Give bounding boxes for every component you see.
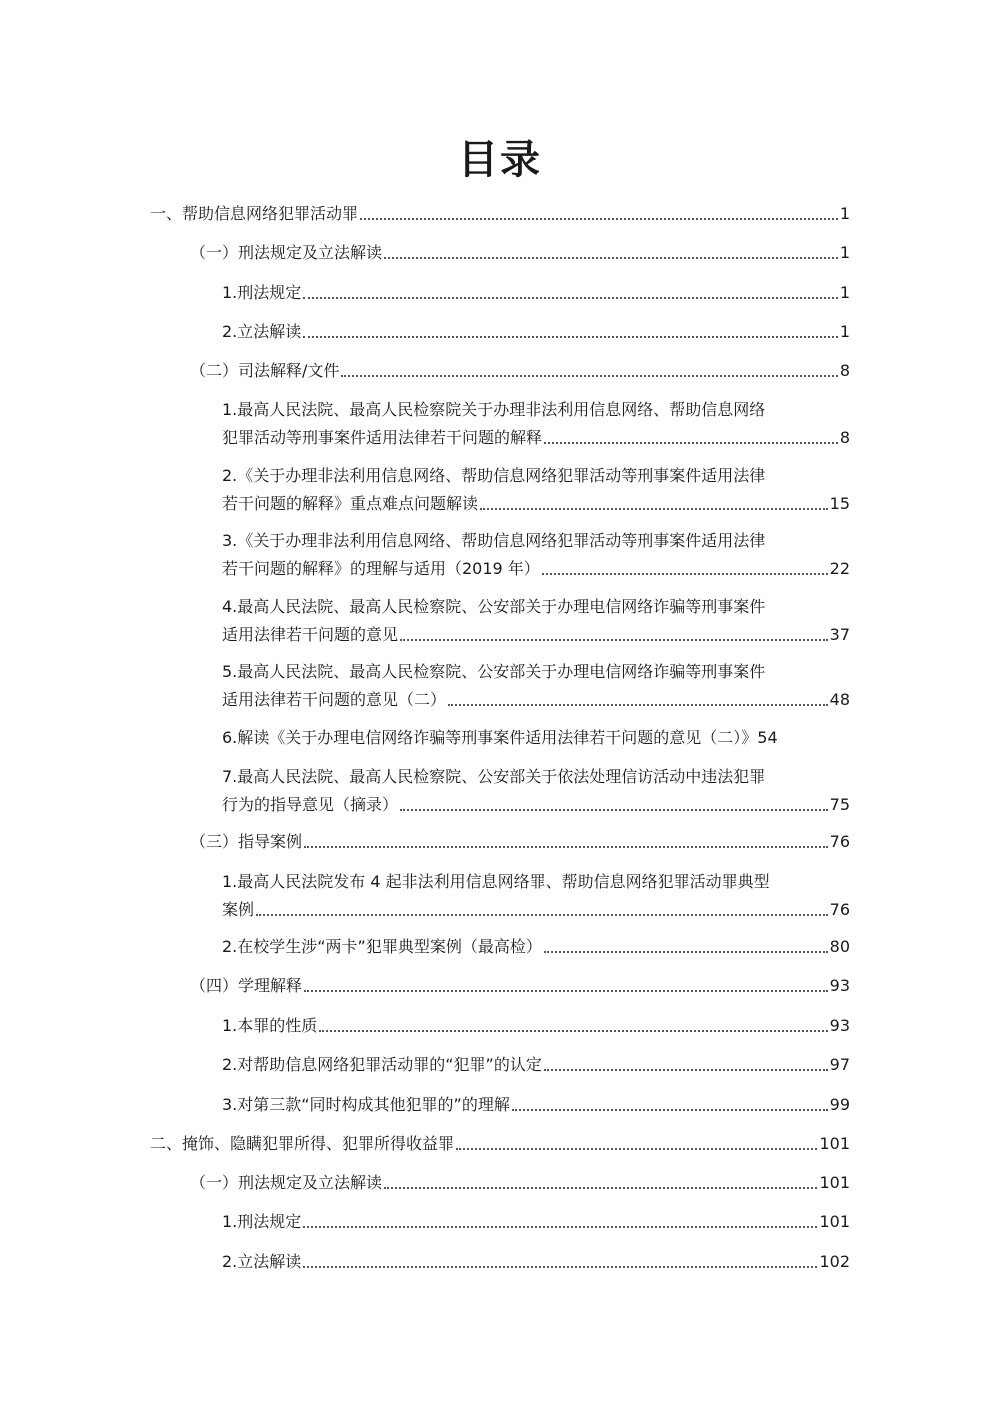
toc-page-number: 1	[839, 204, 850, 223]
toc-page-number: 101	[819, 1173, 850, 1192]
dot-leader	[544, 442, 838, 444]
toc-entry-text: 2.对帮助信息网络犯罪活动罪的“犯罪”的认定	[222, 1055, 542, 1074]
toc-entry-item[interactable]	[222, 1252, 850, 1272]
toc-entry-item[interactable]	[222, 322, 850, 342]
toc-page-number: 75	[829, 795, 850, 814]
toc-page-number: 99	[829, 1095, 850, 1114]
dot-leader	[256, 914, 828, 916]
toc-page-number: 48	[829, 690, 850, 709]
toc-entry-text: 若干问题的解释》重点难点问题解读	[222, 494, 479, 513]
dot-leader	[456, 1148, 817, 1150]
toc-entry-text: 2.立法解读	[222, 322, 302, 341]
toc-entry-text: 1.刑法规定	[222, 1212, 302, 1231]
toc-entry-chapter-1[interactable]	[150, 204, 850, 224]
toc-entry-text: （一）刑法规定及立法解读	[190, 1173, 383, 1192]
dot-leader	[341, 375, 837, 377]
toc-page-number: 1	[839, 283, 850, 302]
toc-entry-item[interactable]	[222, 466, 850, 514]
dot-leader	[542, 573, 828, 575]
dot-leader	[544, 1069, 828, 1071]
dot-leader	[303, 336, 838, 338]
dot-leader	[448, 704, 828, 706]
toc-entry-text: 行为的指导意见（摘录）	[222, 795, 399, 814]
toc-entry-section[interactable]	[190, 1173, 850, 1193]
toc-entry-text-line1: 1.最高人民法院、最高人民检察院关于办理非法利用信息网络、帮助信息网络	[222, 400, 766, 419]
dot-leader	[400, 639, 828, 641]
toc-entry-item[interactable]	[222, 1055, 850, 1075]
toc-entry-section[interactable]	[190, 976, 850, 996]
toc-entry-item[interactable]	[222, 531, 850, 579]
dot-leader	[480, 508, 828, 510]
page-title: 目录	[458, 137, 542, 183]
toc-entry-item[interactable]	[222, 597, 850, 645]
toc-entry-text: 犯罪活动等刑事案件适用法律若干问题的解释	[222, 428, 543, 447]
dot-leader	[400, 809, 828, 811]
toc-entry-text: 6.解读《关于办理电信网络诈骗等刑事案件适用法律若干问题的意见（二）》	[222, 728, 758, 747]
toc-entry-text: 1.刑法规定	[222, 283, 302, 302]
dot-leader	[360, 218, 838, 220]
toc-entry-chapter-2[interactable]	[150, 1134, 850, 1154]
toc-page-number: 37	[829, 625, 850, 644]
toc-entry-item[interactable]	[222, 283, 850, 303]
toc-page-number: 97	[829, 1055, 850, 1074]
toc-page-number: 1	[839, 243, 850, 262]
toc-entry-text-line1: 4.最高人民法院、最高人民检察院、公安部关于办理电信网络诈骗等刑事案件	[222, 597, 766, 616]
dot-leader	[512, 1109, 828, 1111]
dot-leader	[303, 297, 838, 299]
toc-entry-item[interactable]	[222, 1016, 850, 1036]
toc-entry-text: 二、掩饰、隐瞒犯罪所得、犯罪所得收益罪	[150, 1134, 455, 1153]
toc-entry-item[interactable]	[222, 728, 862, 748]
dot-leader	[384, 1187, 817, 1189]
toc-entry-text: 若干问题的解释》的理解与适用（2019 年）	[222, 559, 540, 578]
toc-entry-item[interactable]	[222, 1212, 850, 1232]
toc-entry-text-line1: 2.《关于办理非法利用信息网络、帮助信息网络犯罪活动等刑事案件适用法律	[222, 466, 766, 485]
toc-page-number: 8	[839, 361, 850, 380]
toc-entry-item[interactable]	[222, 1095, 850, 1115]
toc-entry-text: 适用法律若干问题的意见	[222, 625, 399, 644]
toc-entry-text-line1: 1.最高人民法院发布 4 起非法利用信息网络罪、帮助信息网络犯罪活动罪典型	[222, 872, 770, 891]
dot-leader	[304, 846, 828, 848]
toc-entry-text-line1: 7.最高人民法院、最高人民检察院、公安部关于依法处理信访活动中违法犯罪	[222, 767, 766, 786]
toc-entry-text: 1.本罪的性质	[222, 1016, 318, 1035]
toc-entry-text: （三）指导案例	[190, 832, 303, 851]
toc-entry-text: （二）司法解释/文件	[190, 361, 340, 380]
toc-entry-item[interactable]	[222, 937, 850, 957]
toc-entry-section[interactable]	[190, 243, 850, 263]
toc-entry-text: 2.立法解读	[222, 1252, 302, 1271]
toc-page-number: 22	[829, 559, 850, 578]
toc-page-number: 101	[819, 1134, 850, 1153]
toc-page-number: 102	[819, 1252, 850, 1271]
toc-entry-text: 案例	[222, 900, 255, 919]
toc-page-number: 93	[829, 976, 850, 995]
dot-leader	[303, 1226, 817, 1228]
toc-entry-section[interactable]	[190, 361, 850, 381]
toc-entry-text: 3.对第三款“同时构成其他犯罪的”的理解	[222, 1095, 510, 1114]
toc-page-number: 76	[829, 832, 850, 851]
toc-entry-text: 适用法律若干问题的意见（二）	[222, 690, 447, 709]
toc-page-number: 54	[757, 728, 778, 747]
dot-leader	[544, 951, 828, 953]
toc-page-number: 76	[829, 900, 850, 919]
toc-entry-text: 一、帮助信息网络犯罪活动罪	[150, 204, 359, 223]
dot-leader	[319, 1030, 827, 1032]
toc-entry-text-line1: 5.最高人民法院、最高人民检察院、公安部关于办理电信网络诈骗等刑事案件	[222, 662, 766, 681]
toc-entry-item[interactable]	[222, 400, 850, 448]
toc-entry-text: （一）刑法规定及立法解读	[190, 243, 383, 262]
toc-entry-text: （四）学理解释	[190, 976, 303, 995]
dot-leader	[304, 990, 828, 992]
toc-entry-item[interactable]	[222, 662, 850, 710]
toc-page-number: 93	[829, 1016, 850, 1035]
dot-leader	[303, 1266, 817, 1268]
toc-page-number: 15	[829, 494, 850, 513]
toc-entry-item[interactable]	[222, 767, 850, 815]
toc-page-number: 80	[829, 937, 850, 956]
dot-leader	[384, 257, 838, 259]
toc-entry-text-line1: 3.《关于办理非法利用信息网络、帮助信息网络犯罪活动等刑事案件适用法律	[222, 531, 766, 550]
toc-entry-text: 2.在校学生涉“两卡”犯罪典型案例（最高检）	[222, 937, 542, 956]
toc-entry-section[interactable]	[190, 832, 850, 852]
toc-page-number: 8	[839, 428, 850, 447]
toc-page-number: 1	[839, 322, 850, 341]
toc-entry-item[interactable]	[222, 872, 850, 920]
toc-page-number: 101	[819, 1212, 850, 1231]
